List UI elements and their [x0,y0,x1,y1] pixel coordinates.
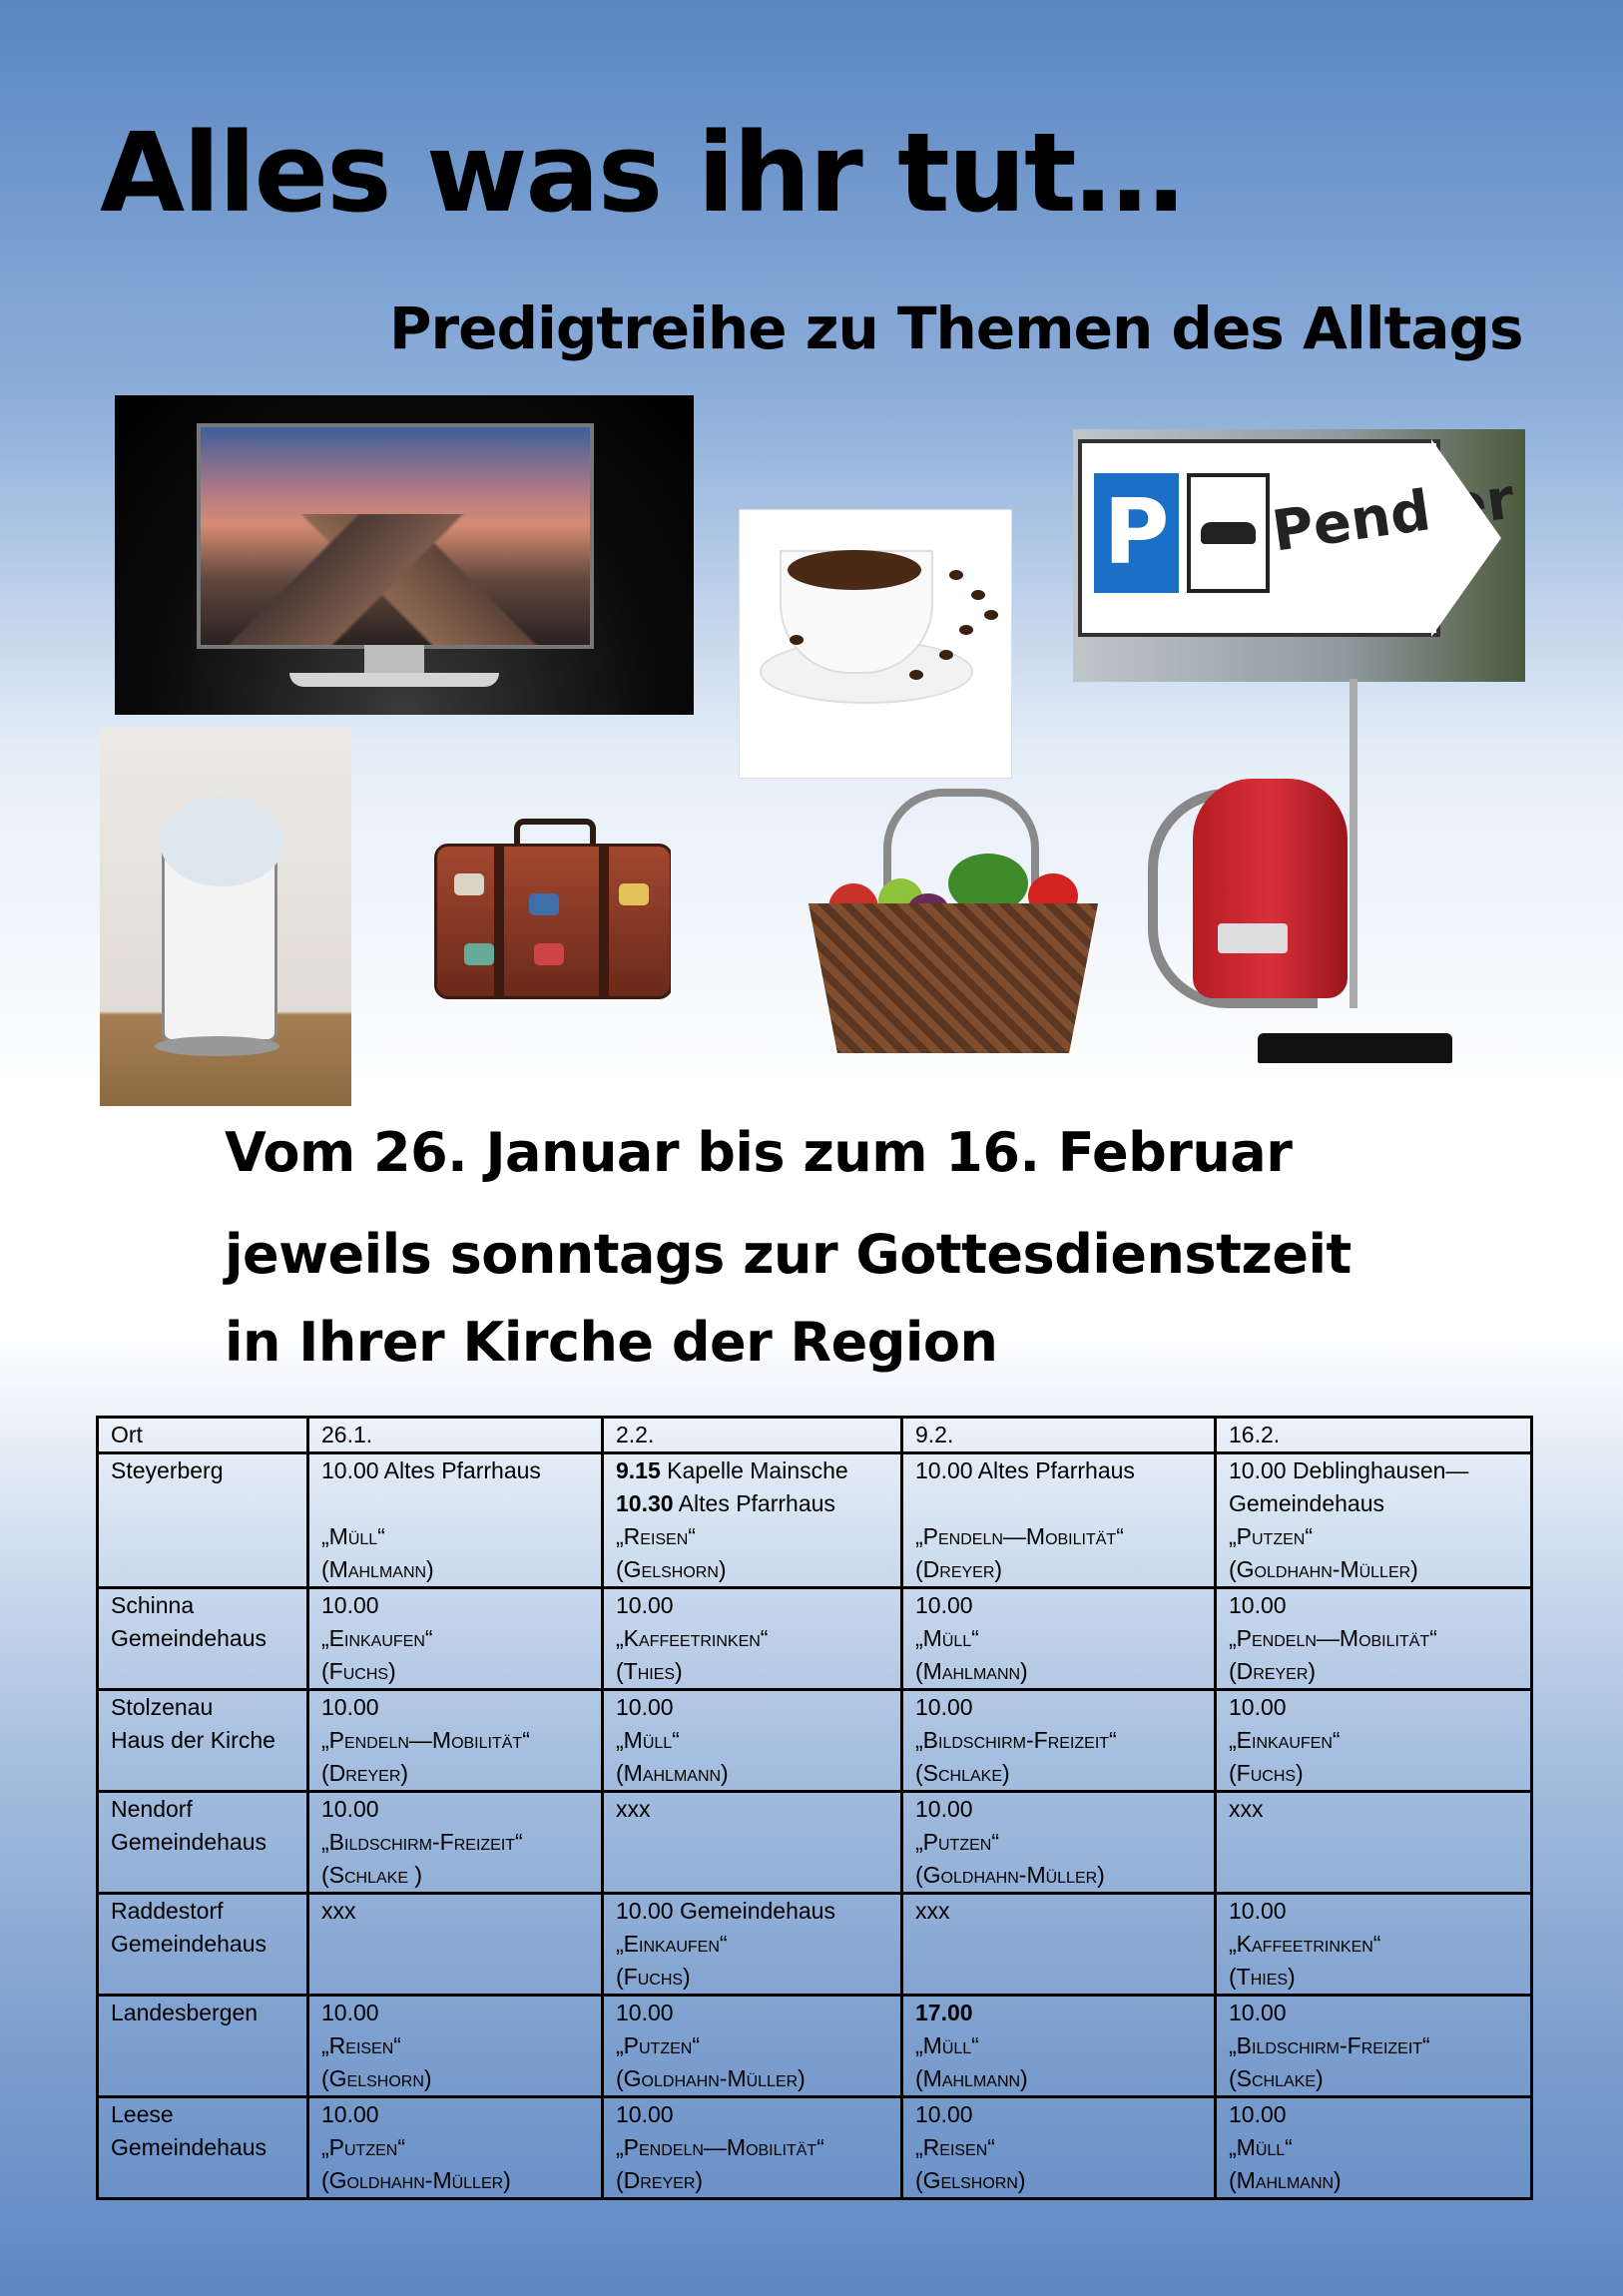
service-cell [902,1894,1216,1996]
service-time: 10.00 [915,1694,973,1720]
location-cell [98,1996,308,2097]
location-name: Stolzenau [111,1694,214,1720]
location-cell [98,2097,308,2199]
monitor-image [115,395,694,715]
service-cell [902,1690,1216,1792]
preacher: (Schlake) [1229,2065,1324,2091]
table-row [98,1894,1532,1996]
service-cell [603,2097,902,2199]
service-time: 10.00 Deblinghausen— [1229,1457,1469,1483]
service-blank [1229,1859,1518,1892]
preacher: (Goldhahn-Müller) [915,1862,1105,1888]
preacher: (Mahlmann) [616,1760,729,1786]
preacher: (Mahlmann) [321,1556,434,1582]
service-time: 10.00 [616,2000,674,2025]
service-cell [308,1588,603,1690]
service-time: 10.00 Gemeindehaus [616,1898,835,1924]
vacuum-tube [1350,679,1357,1008]
service-time: 10.00 [1229,2101,1287,2127]
coffee-bean [939,650,953,660]
sermon-topic: „Reisen“ [616,1523,696,1549]
service-blank [321,1961,589,1994]
sermon-topic: „Pendeln—Mobilität“ [321,1727,530,1753]
sermon-topic: „Müll“ [1229,2134,1293,2160]
service-cell [902,1996,1216,2097]
trash-bin-image [100,727,351,1106]
sermon-topic: „Müll“ [321,1523,385,1549]
coffee-bean [984,610,998,620]
coffee-bean [959,625,973,635]
bin-bag [160,797,284,886]
service-cell [603,1996,902,2097]
service-blank [321,1487,589,1520]
location-venue: Gemeindehaus [111,1625,267,1651]
service-cell [308,1690,603,1792]
service-time: 10.00 [915,2101,973,2127]
location-venue: Gemeindehaus [111,1829,267,1855]
suitcase-strap [494,844,504,999]
header-date: 9.2. [902,1418,1216,1453]
service-cell [308,1453,603,1588]
service-cell [308,1792,603,1894]
pendler-sign-image [1073,429,1525,682]
service-time: 10.00 Altes Pfarrhaus [321,1457,541,1483]
service-cell [902,2097,1216,2199]
preacher: (Gelshorn) [616,1556,727,1582]
sermon-topic: „Pendeln—Mobilität“ [915,1523,1124,1549]
sermon-topic: „Einkaufen“ [321,1625,433,1651]
service-time: 10.00 Altes Pfarrhaus [915,1457,1135,1483]
sticker [464,943,494,965]
table-row [98,1792,1532,1894]
service-cell [1216,2097,1532,2199]
service-time: 10.00 [915,1796,973,1822]
schedule-table [96,1416,1533,2200]
sermon-topic: „Reisen“ [321,2032,401,2058]
service-cell [1216,1690,1532,1792]
service-time: 10.00 [1229,1592,1287,1618]
header-date: 2.2. [603,1418,902,1453]
sermon-topic: „Putzen“ [915,1829,999,1855]
sign-text: Pendler [1268,466,1519,565]
service-blank [915,1487,1202,1520]
sticker [619,883,649,905]
service-cell [308,1894,603,1996]
location-cell [98,1792,308,1894]
service-cell [1216,1588,1532,1690]
sermon-topic: „Putzen“ [321,2134,405,2160]
sermon-topic: „Müll“ [915,1625,979,1651]
service-blank [616,1826,888,1859]
preacher: (Fuchs) [1229,1760,1304,1786]
service-time: 10.00 [1229,1898,1287,1924]
preacher: (Dreyer) [616,2167,704,2193]
sermon-topic: „Einkaufen“ [616,1931,728,1957]
suitcase-image [434,814,671,1003]
location-cell [98,1894,308,1996]
preacher: (Schlake) [915,1760,1010,1786]
service-time: 10.00 [321,2000,379,2025]
service-cell [902,1792,1216,1894]
service-time: 17.00 [915,2000,973,2025]
table-row [98,2097,1532,2199]
service-time: 9.15 Kapelle Mainsche [616,1457,848,1483]
service-time: 10.00 [616,2101,674,2127]
preacher: (Gelshorn) [915,2167,1026,2193]
sermon-topic: „Pendeln—Mobilität“ [616,2134,824,2160]
sermon-topic: „Einkaufen“ [1229,1727,1341,1753]
service-time: 10.00 [321,1694,379,1720]
table-row [98,1690,1532,1792]
service-cell [603,1588,902,1690]
location-note: in Ihrer Kirche der Region [225,1311,998,1374]
location-venue: Haus der Kirche [111,1727,275,1753]
preacher: (Mahlmann) [915,1658,1028,1684]
monitor-stand [364,645,424,673]
sermon-topic: „Bildschirm-Freizeit“ [915,1727,1117,1753]
schedule-note: jeweils sonntags zur Gottesdienstzeit [225,1223,1352,1286]
service-time: 10.00 [321,1796,379,1822]
table-header-row [98,1418,1532,1453]
sign-arrow [1431,439,1501,637]
sermon-topic: „Müll“ [616,1727,680,1753]
service-blank [915,1928,1202,1961]
coffee-bean [971,590,985,600]
preacher: (Schlake ) [321,1862,423,1888]
header-ort: Ort [98,1418,308,1453]
vacuum-cleaner-image [1138,679,1457,1073]
preacher: (Goldhahn-Müller) [321,2167,511,2193]
sermon-topic: „Reisen“ [915,2134,995,2160]
service-venue: Gemeindehaus [1229,1490,1384,1516]
preacher: (Fuchs) [321,1658,396,1684]
location-name: Steyerberg [111,1457,224,1483]
service-cell [603,1792,902,1894]
service-cell [902,1588,1216,1690]
preacher: (Dreyer) [321,1760,409,1786]
coffee [788,550,921,590]
service-blank [1229,1826,1518,1859]
no-service: xxx [321,1898,356,1924]
bin-foot [155,1036,279,1056]
preacher: (Thies) [1229,1964,1296,1990]
service-time: 10.30 Altes Pfarrhaus [616,1490,835,1516]
location-venue: Gemeindehaus [111,2134,267,2160]
suitcase-strap [599,844,609,999]
sign-board [1078,439,1519,637]
service-blank [616,1859,888,1892]
location-cell [98,1453,308,1588]
service-cell [603,1453,902,1588]
monitor-base [289,673,499,687]
header-date: 26.1. [308,1418,603,1453]
service-cell [308,1996,603,2097]
service-cell [1216,1894,1532,1996]
preacher: (Goldhahn-Müller) [1229,1556,1418,1582]
location-name: Raddestorf [111,1898,224,1924]
location-name: Schinna [111,1592,195,1618]
coffee-bean [790,635,804,645]
service-cell [603,1894,902,1996]
vacuum-head [1258,1033,1452,1063]
service-cell [1216,1792,1532,1894]
preacher: (Dreyer) [915,1556,1003,1582]
table-row [98,1588,1532,1690]
coffee-bean [949,570,963,580]
service-cell [603,1690,902,1792]
parking-icon: P [1094,473,1179,593]
no-service: xxx [1229,1796,1264,1822]
service-blank [915,1961,1202,1994]
preacher: (Gelshorn) [321,2065,432,2091]
coffee-bean [909,670,923,680]
sermon-topic: „Kaffeetrinken“ [616,1625,769,1651]
service-blank [321,1928,589,1961]
service-time: 10.00 [321,2101,379,2127]
service-time: 10.00 [1229,2000,1287,2025]
header-date: 16.2. [1216,1418,1532,1453]
preacher: (Thies) [616,1658,683,1684]
location-cell [98,1588,308,1690]
sticker [534,943,564,965]
sermon-topic: „Müll“ [915,2032,979,2058]
preacher: (Goldhahn-Müller) [616,2065,806,2091]
basket-weave [809,903,1098,1053]
preacher: (Dreyer) [1229,1658,1317,1684]
service-time: 10.00 [321,1592,379,1618]
service-time: 10.00 [1229,1694,1287,1720]
preacher: (Mahlmann) [915,2065,1028,2091]
poster-subtitle: Predigtreihe zu Themen des Alltags [389,294,1523,362]
table-row [98,1996,1532,2097]
sermon-topic: „Pendeln—Mobilität“ [1229,1625,1437,1651]
service-cell [308,2097,603,2199]
service-cell [1216,1453,1532,1588]
service-cell [1216,1996,1532,2097]
sermon-topic: „Kaffeetrinken“ [1229,1931,1381,1957]
poster-title: Alles was ihr tut… [100,109,1183,237]
sermon-topic: „Bildschirm-Freizeit“ [321,1829,523,1855]
suitcase-body [434,844,671,999]
sermon-topic: „Putzen“ [1229,1523,1313,1549]
no-service: xxx [616,1796,651,1822]
table-row [98,1453,1532,1588]
preacher: (Fuchs) [616,1964,691,1990]
location-name: Nendorf [111,1796,193,1822]
vacuum-grill [1218,923,1288,953]
date-range: Vom 26. Januar bis zum 16. Februar [225,1121,1293,1184]
sticker [454,873,484,895]
service-cell [902,1453,1216,1588]
service-time: 10.00 [616,1592,674,1618]
location-venue: Gemeindehaus [111,1931,267,1957]
car-icon [1187,473,1270,593]
service-time: 10.00 [915,1592,973,1618]
vacuum-body [1193,779,1348,998]
preacher: (Mahlmann) [1229,2167,1342,2193]
no-service: xxx [915,1898,950,1924]
sermon-topic: „Putzen“ [616,2032,700,2058]
monitor-screen [197,423,594,649]
location-name: Leese [111,2101,174,2127]
sticker [529,893,559,915]
shopping-basket-image [799,784,1108,1063]
location-cell [98,1690,308,1792]
coffee-cup-image [739,509,1012,779]
location-name: Landesbergen [111,2000,259,2025]
sermon-topic: „Bildschirm-Freizeit“ [1229,2032,1430,2058]
service-time: 10.00 [616,1694,674,1720]
